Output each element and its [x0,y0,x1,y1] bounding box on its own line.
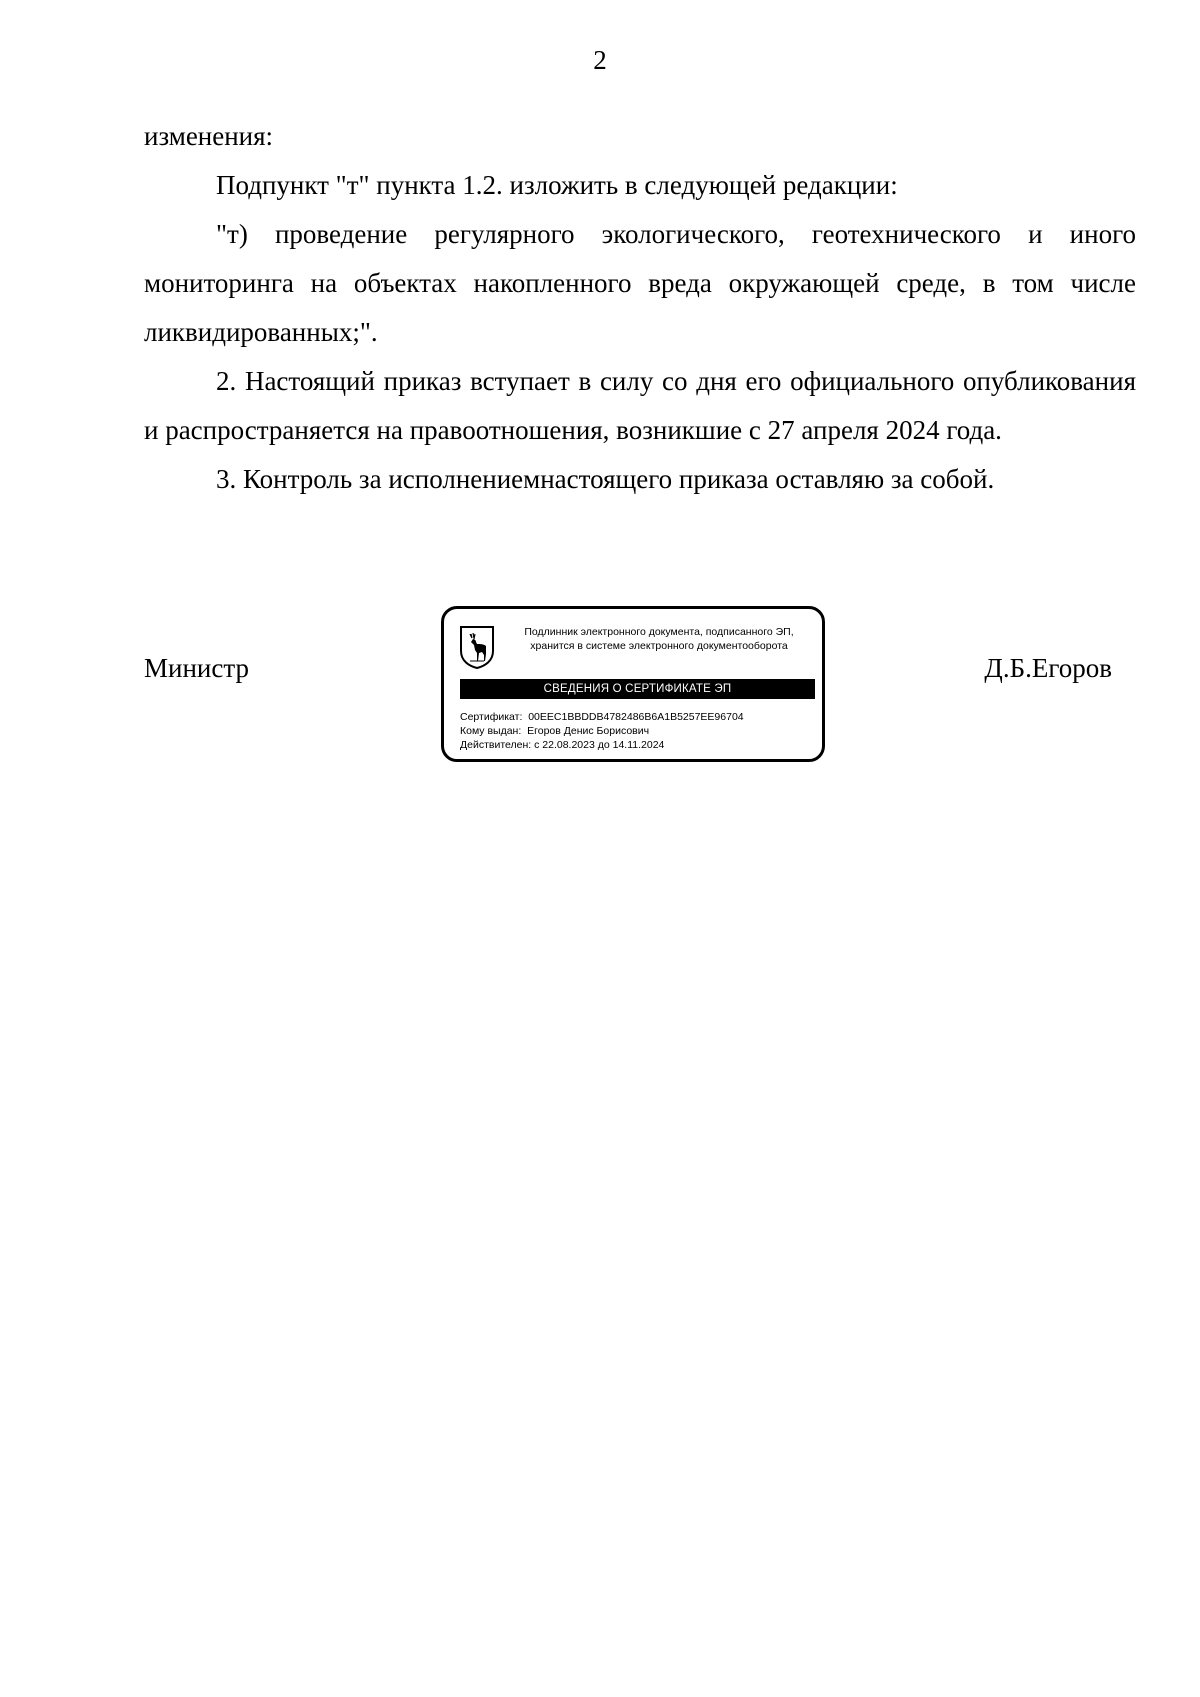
paragraph-effective-date: 2. Настоящий приказ вступает в силу со дня его официального опубликования и распространяется на правоотношения, возникшие с 27 апреля 2024 года. [144,366,1136,445]
paragraph-changes-intro: изменения: [144,121,274,151]
paragraph-control: 3. Контроль за исполнениемнастоящего приказа оставляю за собой. [216,464,995,494]
paragraph-subclause-instruction: Подпункт "т" пункта 1.2. изложить в следующей редакции: [216,170,898,200]
validity-row [460,738,744,752]
signature-block [0,606,1200,766]
stamp-certificate-details [460,710,744,752]
electronic-signature-stamp [441,606,825,762]
signatory-name: Д.Б.Егоров [984,653,1112,683]
certificate-number: 00EEC1BBDDB4782486B6A1B5257EE96704 [528,711,744,723]
paragraph-subclause-text: "т) проведение регулярного экологического, геотехнического и иного мониторинга на объектах накопленного вреда окружающей среде, в том числе ликвидированных;". [144,219,1136,347]
issued-to-name: Егоров Денис Борисович [527,725,650,737]
signatory-position: Министр [144,653,249,683]
stamp-header-line1: Подлинник электронного документа, подписанного ЭП, [524,626,794,638]
validity-period: с 22.08.2023 до 14.11.2024 [534,739,665,751]
certificate-row [460,710,744,724]
coat-of-arms-icon [459,625,495,669]
page-number: 2 [593,45,607,75]
certificate-label: Сертификат: [460,711,523,723]
document-body [144,112,1136,504]
validity-label: Действителен: [460,739,532,751]
issued-to-row [460,724,744,738]
issued-to-label: Кому выдан: [460,725,522,737]
stamp-certificate-title: СВЕДЕНИЯ О СЕРТИФИКАТЕ ЭП [460,679,815,699]
stamp-header [500,625,818,653]
stamp-header-line2: хранится в системе электронного документооборота [530,640,788,652]
